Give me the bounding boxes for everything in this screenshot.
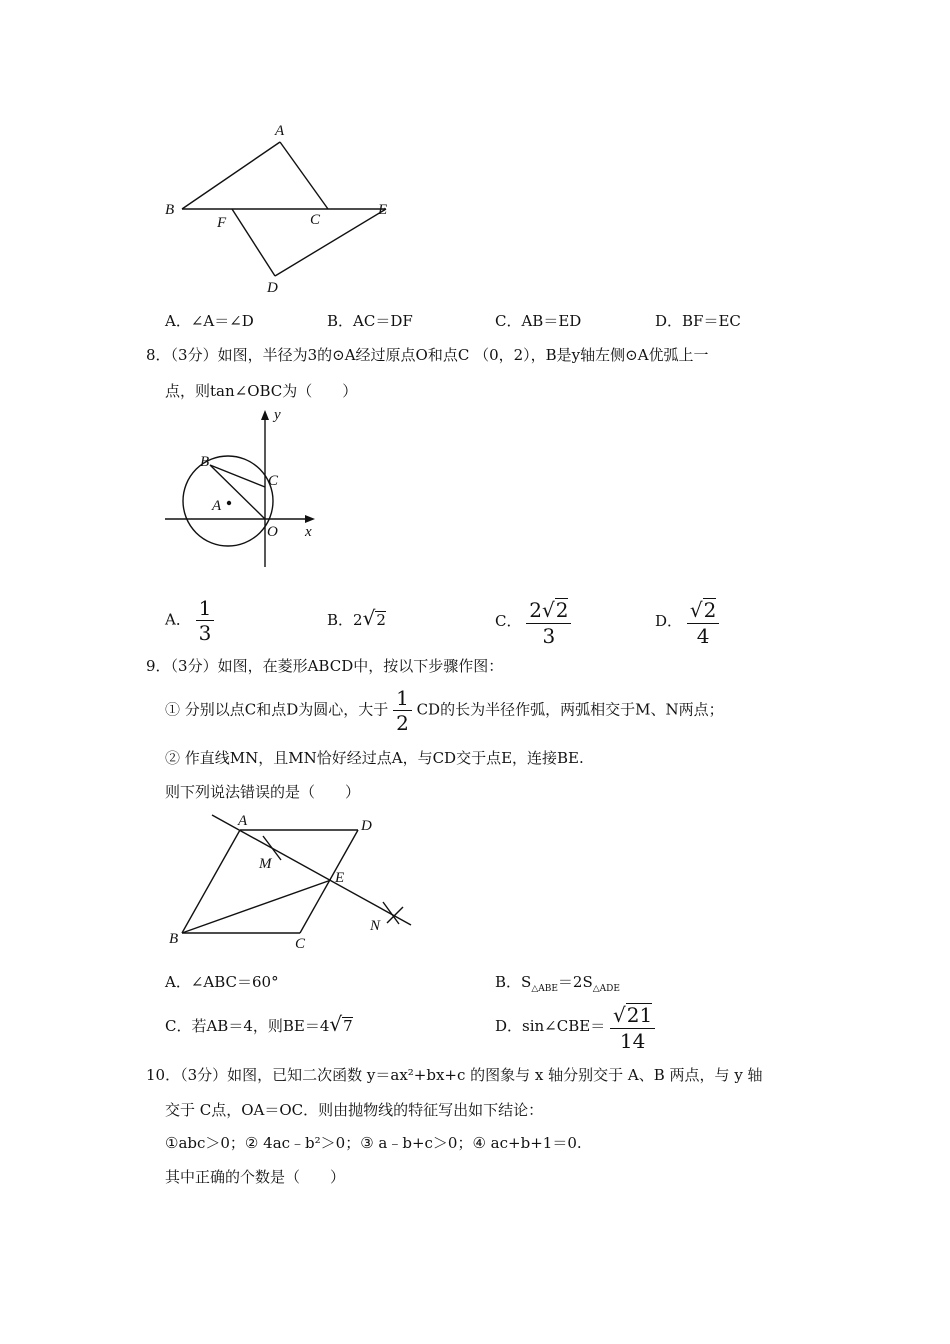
option-letter: A．	[165, 610, 191, 629]
coefficient: 2	[529, 598, 542, 622]
option-c-pre: C．若AB＝4，则BE＝4	[165, 1017, 330, 1035]
denominator: 3	[542, 624, 556, 648]
radical-sign: √	[329, 1012, 343, 1036]
option-b-mid: ＝2S	[557, 973, 593, 991]
figure-q8	[160, 405, 330, 575]
option-d-pre: D．sin∠CBE＝	[495, 1017, 606, 1035]
q10-stem-line3: ①abc＞0；② 4ac﹣b²＞0；③ a﹣b+c＞0；④ ac+b+1＝0.	[165, 1134, 582, 1152]
q8-option-a	[165, 598, 214, 643]
q9-step2: ② 作直线MN，且MN恰好经过点A，与CD交于点E，连接BE.	[165, 749, 584, 767]
denominator: 2	[396, 711, 409, 735]
q8-option-c	[495, 598, 571, 646]
label-A: A	[212, 498, 222, 514]
step1-text-post: CD的长为半径作弧，两弧相交于M、N两点；	[416, 700, 724, 719]
numerator	[526, 598, 571, 624]
subscript-abe: △ABE	[531, 984, 558, 994]
q9-option-c	[165, 1012, 353, 1036]
label-D: D	[361, 818, 372, 834]
figure-q9	[165, 810, 425, 960]
option-letter: B．	[327, 611, 354, 629]
q8-option-b	[327, 606, 386, 630]
q7-option-d: D．BF＝EC	[655, 312, 741, 330]
q7-option-a: A．∠A＝∠D	[165, 312, 254, 330]
numerator: 1	[393, 688, 412, 711]
q10-stem-line1: 10．（3分）如图，已知二次函数 y＝ax²+bx+c 的图象与 x 轴分别交于 A、B 两点，与 y 轴	[146, 1066, 763, 1084]
axis-x-label: x	[305, 524, 312, 540]
q9-question: 则下列说法错误的是（ ）	[165, 783, 361, 801]
radical-sign: √	[689, 598, 703, 622]
radicand: 2	[555, 598, 569, 622]
label-O: O	[267, 524, 278, 540]
option-b-pre: B．S	[495, 973, 532, 991]
label-D: D	[267, 280, 278, 296]
label-E: E	[335, 870, 345, 886]
label-B: B	[200, 454, 210, 470]
subscript-ade: △ADE	[592, 984, 620, 994]
figure-q7	[160, 118, 400, 298]
coefficient: 2	[353, 611, 363, 629]
radicand: 21	[626, 1003, 653, 1027]
label-N: N	[370, 918, 381, 934]
axis-y-label: y	[274, 407, 281, 423]
q9-option-b	[495, 971, 620, 994]
radical-sign: √	[362, 606, 376, 630]
fraction	[526, 598, 571, 646]
label-B: B	[169, 931, 179, 947]
label-A: A	[275, 123, 285, 139]
radicand: 7	[343, 1017, 353, 1035]
q9-option-d	[495, 1003, 655, 1051]
label-A: A	[238, 813, 248, 829]
q10-stem-line2: 交于 C点，OA＝OC．则由抛物线的特征写出如下结论：	[165, 1101, 544, 1119]
q7-option-b: B．AC＝DF	[327, 312, 413, 330]
label-F: F	[217, 215, 227, 231]
q9-option-a: A．∠ABC＝60°	[165, 973, 279, 991]
q7-option-c: C．AB＝ED	[495, 312, 582, 330]
q8-stem-line2: 点，则tan∠OBC为（ ）	[165, 382, 358, 400]
label-M: M	[259, 856, 272, 872]
label-B: B	[165, 202, 175, 218]
fraction	[196, 598, 215, 643]
radical-sign: √	[612, 1003, 626, 1027]
q10-question: 其中正确的个数是（ ）	[165, 1168, 346, 1186]
radicand: 2	[376, 611, 386, 629]
option-letter: D．	[655, 612, 683, 630]
numerator: 1	[196, 598, 215, 621]
fraction-half	[393, 688, 412, 733]
fraction	[610, 1003, 655, 1051]
q9-stem-line1: 9．（3分）如图，在菱形ABCD中，按以下步骤作图：	[146, 657, 504, 675]
radicand: 2	[703, 598, 717, 622]
option-letter: C．	[495, 612, 522, 630]
numerator	[687, 598, 719, 624]
step1-text-pre: ① 分别以点C和点D为圆心，大于	[165, 700, 389, 719]
label-C: C	[310, 212, 321, 228]
q8-option-d	[655, 598, 719, 646]
label-C: C	[268, 473, 279, 489]
denominator: 14	[619, 1029, 646, 1053]
denominator: 4	[696, 624, 710, 648]
q9-step1	[165, 688, 724, 733]
fraction	[687, 598, 719, 646]
denominator: 3	[198, 621, 212, 645]
q8-stem-line1: 8．（3分）如图，半径为3的⊙A经过原点O和点C （0，2），B是y轴左侧⊙A优弧上一	[146, 346, 709, 364]
label-E: E	[378, 202, 388, 218]
radical-sign: √	[542, 598, 555, 622]
label-C: C	[295, 936, 306, 952]
numerator	[610, 1003, 655, 1029]
